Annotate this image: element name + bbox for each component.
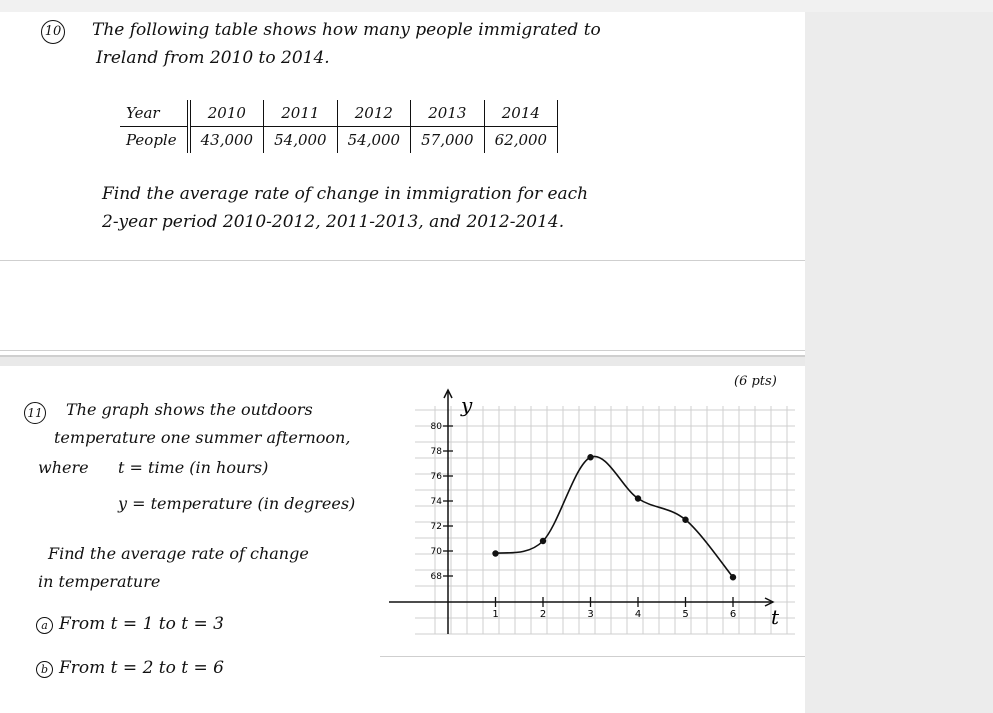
points-label: (6 pts) xyxy=(734,374,777,389)
viewer-side-panel xyxy=(805,12,993,713)
part-a-text: From t = 1 to t = 3 xyxy=(59,614,224,634)
y-tick-label: 70 xyxy=(430,547,442,557)
q11-prompt-line-1: The graph shows the outdoors xyxy=(66,400,313,419)
table-cell: 2012 xyxy=(337,100,411,127)
question-number-11: 11 xyxy=(24,402,46,424)
x-tick-label: 5 xyxy=(682,609,689,620)
row-label-people: People xyxy=(120,127,189,154)
part-a xyxy=(36,614,224,634)
y-tick-label: 74 xyxy=(430,497,442,507)
q11-definition-y: y = temperature (in degrees) xyxy=(118,494,356,513)
q10-task-line-2: 2-year period 2010-2012, 2011-2013, and 2012-2014. xyxy=(102,212,565,232)
table-cell: 54,000 xyxy=(337,127,411,154)
document-page-q11 xyxy=(0,366,805,713)
table-cell: 2011 xyxy=(264,100,338,127)
part-b-text: From t = 2 to t = 6 xyxy=(59,658,224,678)
divider-line xyxy=(0,350,805,351)
data-point xyxy=(587,454,593,460)
q10-prompt-line-2: Ireland from 2010 to 2014. xyxy=(96,48,330,68)
q11-where: where xyxy=(38,458,89,477)
data-point xyxy=(540,538,546,544)
divider-line xyxy=(380,656,805,657)
row-label-year: Year xyxy=(120,100,189,127)
data-point xyxy=(492,550,498,556)
data-point xyxy=(635,495,641,501)
table-cell: 2014 xyxy=(484,100,558,127)
immigration-table xyxy=(120,100,558,153)
table-cell: 54,000 xyxy=(264,127,338,154)
y-tick-label: 76 xyxy=(430,472,442,482)
x-axis-label: t xyxy=(771,605,780,629)
x-tick-label: 3 xyxy=(587,609,594,620)
data-point xyxy=(730,574,736,580)
table-cell: 57,000 xyxy=(411,127,485,154)
divider-line xyxy=(0,260,805,261)
table-cell: 2013 xyxy=(411,100,485,127)
x-tick-label: 2 xyxy=(539,609,547,620)
data-point xyxy=(682,517,688,523)
temperature-graph xyxy=(375,366,805,666)
q11-prompt-line-2: temperature one summer afternoon, xyxy=(54,428,351,447)
part-a-marker: a xyxy=(36,617,53,634)
y-tick-label: 68 xyxy=(430,572,442,582)
table-cell: 43,000 xyxy=(189,127,264,154)
table-row-year xyxy=(120,100,558,127)
part-b xyxy=(36,658,224,678)
x-tick-label: 6 xyxy=(729,609,737,620)
y-axis-label: y xyxy=(461,393,473,417)
x-tick-label: 4 xyxy=(634,609,642,620)
q11-definition-t: t = time (in hours) xyxy=(118,458,269,477)
table-row-people xyxy=(120,127,558,154)
y-tick-label: 78 xyxy=(430,447,442,457)
table-cell: 2010 xyxy=(189,100,264,127)
y-tick-label: 72 xyxy=(430,522,442,532)
table-cell: 62,000 xyxy=(484,127,558,154)
document-page-q10 xyxy=(0,12,805,357)
q11-task-line-2: in temperature xyxy=(38,572,161,591)
q10-prompt-line-1: The following table shows how many people immigrated to xyxy=(92,20,601,40)
q11-task-line-1: Find the average rate of change xyxy=(48,544,309,563)
y-tick-label: 80 xyxy=(430,422,442,432)
part-b-marker: b xyxy=(36,661,53,678)
x-tick-label: 1 xyxy=(492,609,499,620)
q10-task-line-1: Find the average rate of change in immigration for each xyxy=(102,184,589,204)
question-number-10: 10 xyxy=(41,20,65,44)
